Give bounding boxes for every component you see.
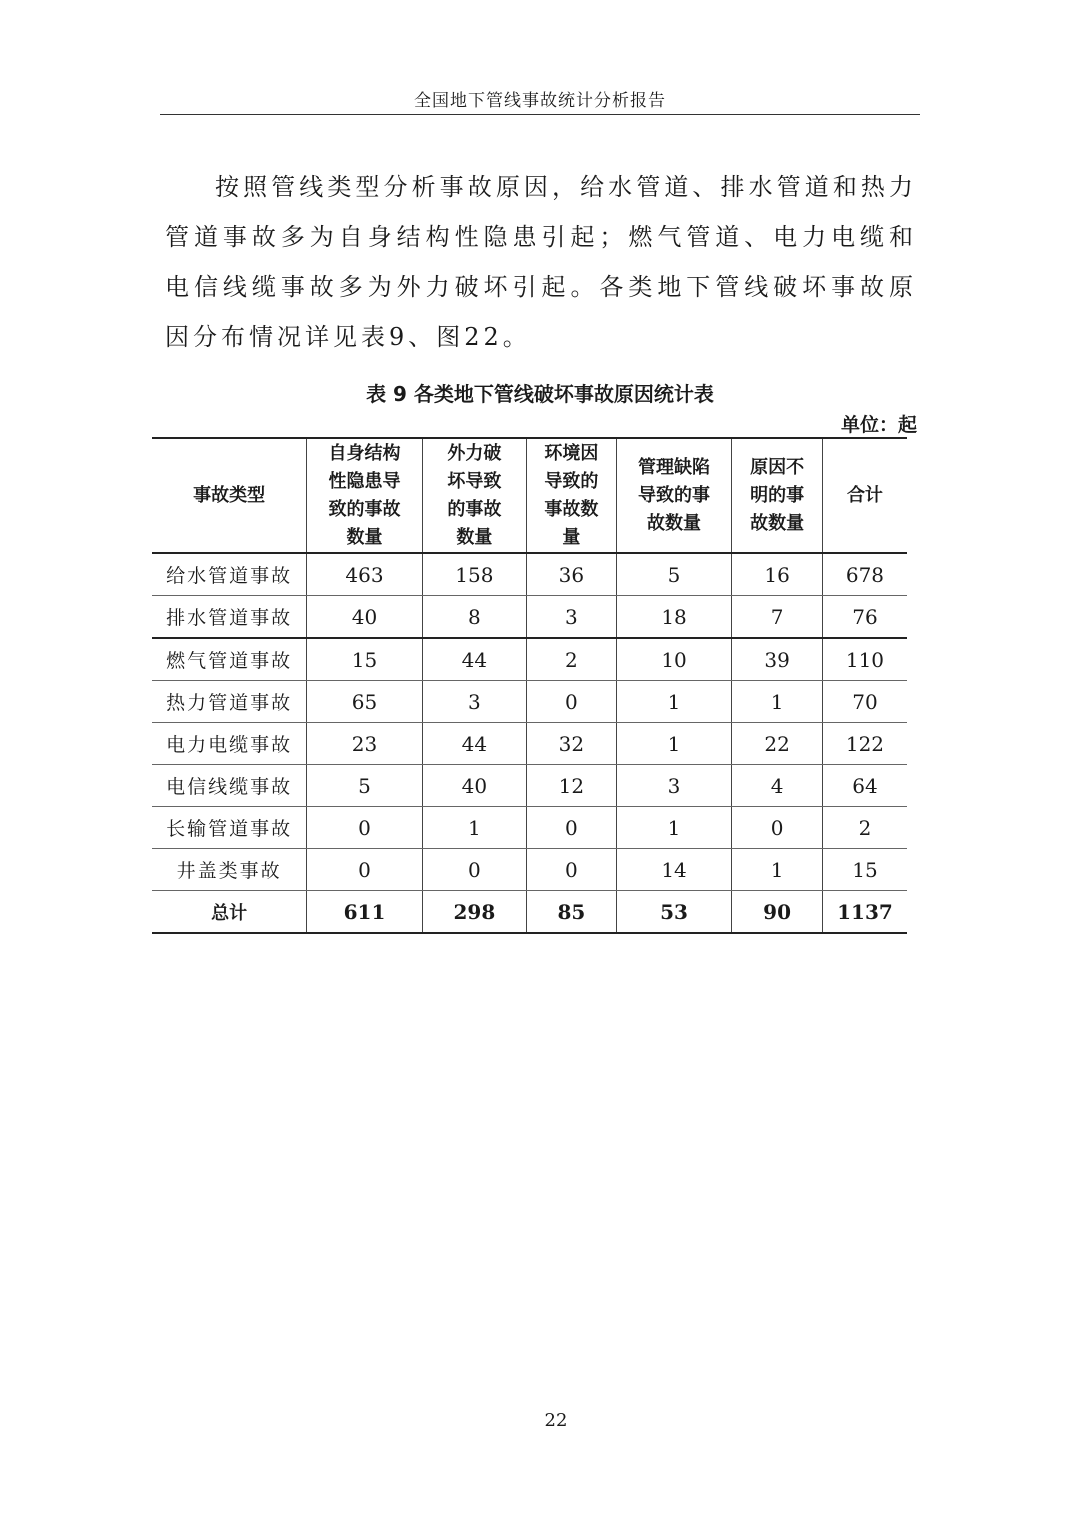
table-cell: 158 xyxy=(422,553,526,596)
table-cell: 23 xyxy=(307,723,423,765)
table-cell: 0 xyxy=(526,807,616,849)
row-label: 井盖类事故 xyxy=(152,849,307,891)
table-cell: 10 xyxy=(616,638,732,681)
total-label: 总计 xyxy=(152,891,307,934)
table-cell: 0 xyxy=(526,681,616,723)
table-row xyxy=(152,553,907,596)
table-cell: 463 xyxy=(307,553,423,596)
total-cell: 611 xyxy=(307,891,423,934)
running-header: 全国地下管线事故统计分析报告 xyxy=(414,91,666,111)
table-header-row xyxy=(152,438,907,553)
row-label: 电信线缆事故 xyxy=(152,765,307,807)
table-row xyxy=(152,723,907,765)
row-label: 给水管道事故 xyxy=(152,553,307,596)
table-cell: 1 xyxy=(616,807,732,849)
table-cell: 0 xyxy=(307,849,423,891)
table-cell: 40 xyxy=(307,596,423,639)
table-cell: 12 xyxy=(526,765,616,807)
table-cell: 5 xyxy=(307,765,423,807)
table-cell: 1 xyxy=(616,681,732,723)
header-rule xyxy=(160,114,920,115)
table-body xyxy=(152,553,907,891)
table-cell: 3 xyxy=(526,596,616,639)
table-cell: 40 xyxy=(422,765,526,807)
table-cell: 1 xyxy=(422,807,526,849)
table-cell: 32 xyxy=(526,723,616,765)
table-cell: 15 xyxy=(307,638,423,681)
column-header-0: 事故类型 xyxy=(152,438,307,553)
row-label: 燃气管道事故 xyxy=(152,638,307,681)
column-header-1: 自身结构性隐患导致的事故数量 xyxy=(307,438,423,553)
accident-cause-table xyxy=(152,437,907,934)
table-cell: 110 xyxy=(822,638,907,681)
total-cell: 90 xyxy=(732,891,823,934)
table-cell: 7 xyxy=(732,596,823,639)
table-cell: 0 xyxy=(526,849,616,891)
table-cell: 14 xyxy=(616,849,732,891)
table-cell: 1 xyxy=(732,849,823,891)
table-caption: 表 9 各类地下管线破坏事故原因统计表 xyxy=(366,382,714,406)
table-cell: 0 xyxy=(422,849,526,891)
table-cell: 678 xyxy=(822,553,907,596)
table-cell: 39 xyxy=(732,638,823,681)
table-cell: 44 xyxy=(422,638,526,681)
table-row xyxy=(152,849,907,891)
table-row xyxy=(152,681,907,723)
table-cell: 2 xyxy=(526,638,616,681)
table-cell: 18 xyxy=(616,596,732,639)
column-header-5: 原因不明的事故数量 xyxy=(732,438,823,553)
table-cell: 44 xyxy=(422,723,526,765)
table-cell: 122 xyxy=(822,723,907,765)
total-cell: 1137 xyxy=(822,891,907,934)
column-header-2: 外力破坏导致的事故数量 xyxy=(422,438,526,553)
table-cell: 76 xyxy=(822,596,907,639)
table-cell: 65 xyxy=(307,681,423,723)
table-cell: 2 xyxy=(822,807,907,849)
table-cell: 5 xyxy=(616,553,732,596)
table-unit: 单位：起 xyxy=(840,414,917,436)
column-header-4: 管理缺陷导致的事故数量 xyxy=(616,438,732,553)
table-row xyxy=(152,807,907,849)
row-label: 热力管道事故 xyxy=(152,681,307,723)
table-cell: 0 xyxy=(307,807,423,849)
row-label: 电力电缆事故 xyxy=(152,723,307,765)
row-label: 长输管道事故 xyxy=(152,807,307,849)
table-cell: 1 xyxy=(616,723,732,765)
body-paragraph: 按照管线类型分析事故原因，给水管道、排水管道和热力管道事故多为自身结构性隐患引起；燃气管道、电力电缆和电信线缆事故多为外力破坏引起。各类地下管线破坏事故原因分布情况详见表9、图22。 xyxy=(165,173,917,351)
total-cell: 85 xyxy=(526,891,616,934)
column-header-3: 环境因导致的事故数量 xyxy=(526,438,616,553)
column-header-6: 合计 xyxy=(822,438,907,553)
total-cell: 53 xyxy=(616,891,732,934)
table-total-row xyxy=(152,891,907,934)
table-cell: 36 xyxy=(526,553,616,596)
table-cell: 64 xyxy=(822,765,907,807)
table-cell: 0 xyxy=(732,807,823,849)
table-cell: 3 xyxy=(616,765,732,807)
total-cell: 298 xyxy=(422,891,526,934)
table-cell: 22 xyxy=(732,723,823,765)
row-label: 排水管道事故 xyxy=(152,596,307,639)
table-cell: 3 xyxy=(422,681,526,723)
table-cell: 70 xyxy=(822,681,907,723)
table-cell: 8 xyxy=(422,596,526,639)
table-cell: 1 xyxy=(732,681,823,723)
table-row xyxy=(152,765,907,807)
table-row xyxy=(152,638,907,681)
table-cell: 16 xyxy=(732,553,823,596)
table-cell: 15 xyxy=(822,849,907,891)
page-number: 22 xyxy=(544,1410,568,1431)
table-row xyxy=(152,596,907,639)
table-cell: 4 xyxy=(732,765,823,807)
